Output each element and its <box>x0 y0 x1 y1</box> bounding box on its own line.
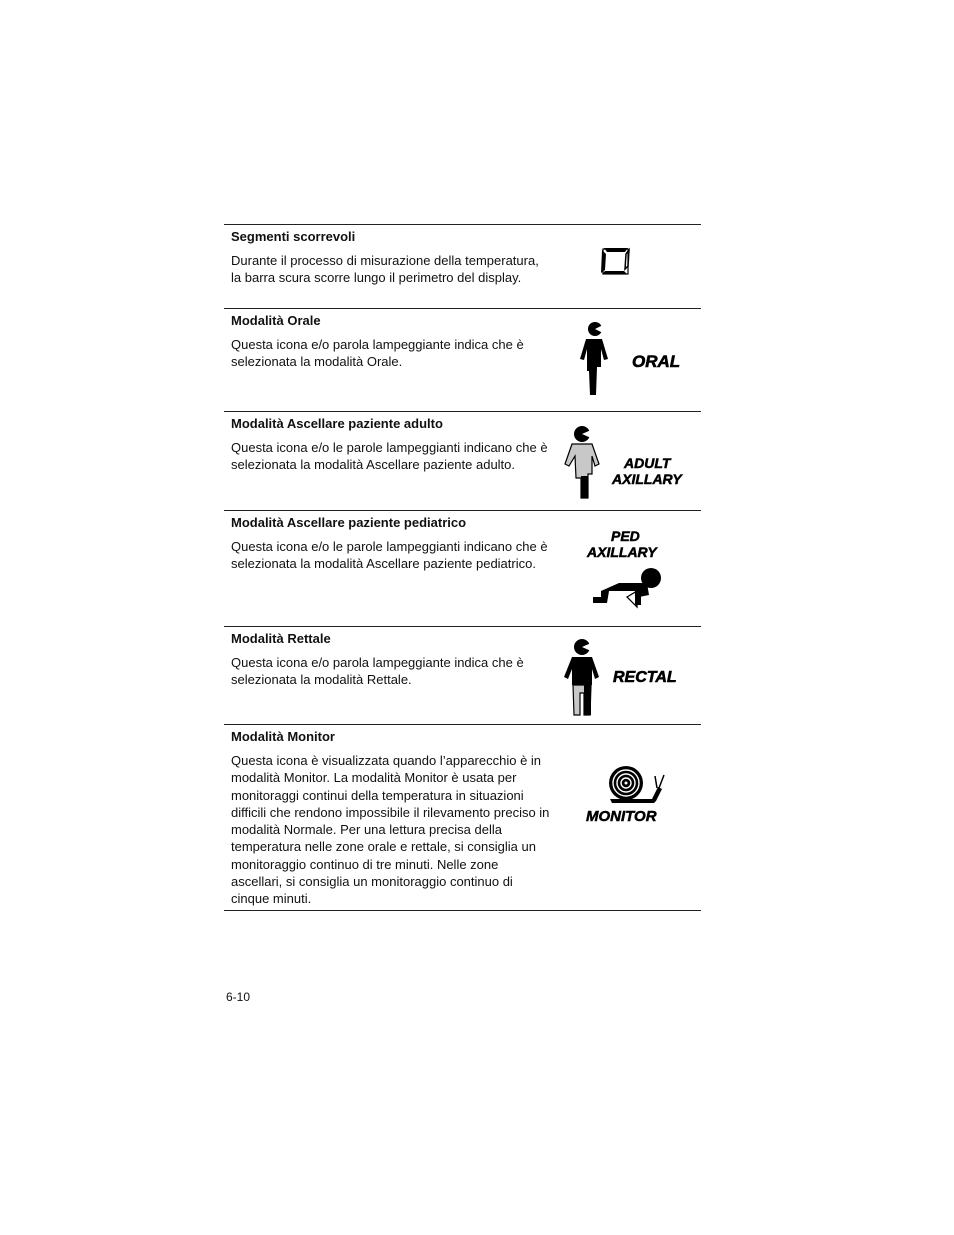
axillary-label: AXILLARY <box>612 471 682 487</box>
monitor-mode-icon <box>582 761 682 827</box>
row-title: Segmenti scorrevoli <box>231 229 356 244</box>
row-description: Questa icona e/o le parole lampeggianti indicano che è selezionata la modalità Ascellare paziente adulto. <box>231 440 548 473</box>
ped-axillary-icon <box>579 525 689 617</box>
row-title: Modalità Monitor <box>231 729 335 744</box>
row-text <box>231 229 551 287</box>
monitor-label: MONITOR <box>586 808 657 825</box>
table-row <box>224 224 701 308</box>
row-description: Questa icona è visualizzata quando l’apparecchio è in modalità Monitor. La modalità Monitor è usata per monitoraggi continui della temperatura in situazioni difficili che rendono impossibile il rilevamento preciso in modalità Normale. Per una lettura precisa della temperatura nelle zone orale e rettale, si consiglia un monitoraggio continuo di tre minuti. Nelle zone ascellari, si consiglia un monitoraggio continuo di cinque minuti. <box>231 753 550 907</box>
row-text <box>231 416 551 474</box>
table-row <box>224 626 701 724</box>
row-text <box>231 515 551 573</box>
page-number: 6-10 <box>226 990 251 1004</box>
sliding-segment-icon <box>598 245 634 277</box>
adult-axillary-icon <box>554 422 694 502</box>
rectal-mode-icon <box>558 637 694 717</box>
oral-mode-icon <box>564 319 694 401</box>
table-row <box>224 411 701 510</box>
ped-label: PED <box>611 528 640 544</box>
row-title: Modalità Ascellare paziente pediatrico <box>231 515 467 530</box>
adult-label: ADULT <box>624 455 671 471</box>
row-title: Modalità Orale <box>231 313 321 328</box>
table-row <box>224 510 701 626</box>
row-description: Questa icona e/o parola lampeggiante indica che è selezionata la modalità Orale. <box>231 337 524 370</box>
row-title: Modalità Ascellare paziente adulto <box>231 416 443 431</box>
table-row <box>224 724 701 911</box>
axillary-label: AXILLARY <box>587 544 657 560</box>
row-text <box>231 313 551 371</box>
rectal-label: RECTAL <box>613 669 677 686</box>
row-text <box>231 631 551 689</box>
row-description: Questa icona e/o parola lampeggiante indica che è selezionata la modalità Rettale. <box>231 655 524 688</box>
table-row <box>224 308 701 411</box>
row-description: Durante il processo di misurazione della temperatura, la barra scura scorre lungo il perimetro del display. <box>231 253 539 286</box>
icon-table <box>224 224 701 911</box>
oral-label: ORAL <box>632 352 681 371</box>
row-title: Modalità Rettale <box>231 631 331 646</box>
row-text <box>231 729 551 908</box>
row-description: Questa icona e/o le parole lampeggianti indicano che è selezionata la modalità Ascellare paziente pediatrico. <box>231 539 548 572</box>
